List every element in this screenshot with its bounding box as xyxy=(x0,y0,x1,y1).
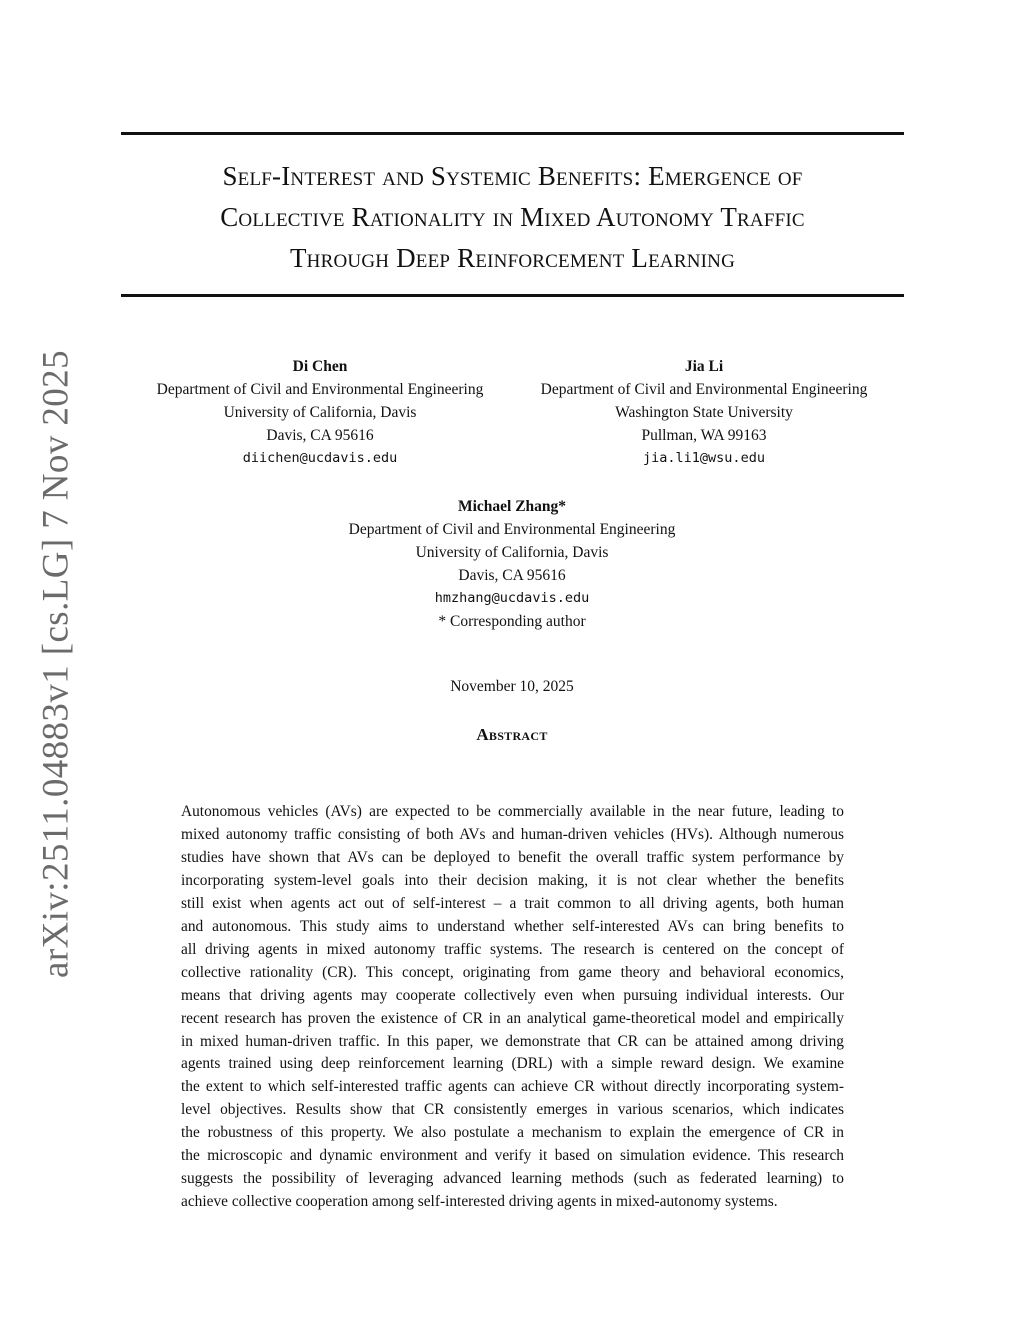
abstract-line: in mixed human-driven traffic. In this paper, we demonstrate that CR can be attained among driving xyxy=(181,1032,844,1050)
abstract-line: recent research has proven the existence of CR in an analytical game-theoretical model and empirically xyxy=(181,1009,844,1027)
abstract-line: incorporating system-level goals into their decision making, it is not clear whether the benefits xyxy=(181,871,844,889)
abstract-line: means that driving agents may cooperate collectively even when pursuing individual interests. Our xyxy=(181,986,844,1004)
corresponding-author-note: * Corresponding author xyxy=(438,613,586,630)
abstract-line: the extent to which self-interested traffic agents can achieve CR without directly incorporating system- xyxy=(181,1078,844,1096)
abstract-line: agents trained using deep reinforcement learning (DRL) with a simple reward design. We examine xyxy=(181,1055,844,1073)
abstract-line: studies have shown that AVs can be deployed to benefit the overall traffic system performance by xyxy=(181,848,844,866)
abstract-line: still exist when agents act out of self-interest – a trait common to all driving agents, both human xyxy=(181,894,844,912)
author-email[interactable]: diichen@ucdavis.edu xyxy=(242,450,398,466)
author-name: Jia Li xyxy=(684,358,724,375)
author-location: Davis, CA 95616 xyxy=(458,567,566,584)
title-line: Through Deep Reinforcement Learning xyxy=(289,243,735,273)
author-email[interactable]: jia.li1@wsu.edu xyxy=(643,450,765,466)
abstract-heading: Abstract xyxy=(476,725,548,744)
author-block-jia-li xyxy=(514,355,894,470)
author-location: Davis, CA 95616 xyxy=(266,427,374,444)
author-name: Di Chen xyxy=(292,358,348,375)
abstract-line: and autonomous. This study aims to understand whether self-interested AVs can bring benefits to xyxy=(181,917,844,935)
author-location: Pullman, WA 99163 xyxy=(641,427,767,444)
abstract-line: the robustness of this property. We also postulate a mechanism to explain the emergence of CR in xyxy=(181,1124,844,1142)
abstract-line: suggests the possibility of leveraging advanced learning methods (such as federated learning) to xyxy=(181,1170,844,1188)
author-name: Michael Zhang* xyxy=(457,498,567,515)
author-block-di-chen xyxy=(130,355,510,470)
author-institution: Washington State University xyxy=(615,404,793,421)
abstract-line: level objectives. Results show that CR consistently emerges in various scenarios, which indicates xyxy=(181,1101,844,1119)
title-bottom-rule xyxy=(121,294,904,297)
abstract-line: all driving agents in mixed autonomy traffic systems. The research is centered on the concept of xyxy=(181,940,844,958)
author-institution: University of California, Davis xyxy=(223,404,417,421)
title-line: Collective Rationality in Mixed Autonomy Traffic xyxy=(220,202,805,232)
abstract-line: the microscopic and dynamic environment and verify it based on simulation evidence. This research xyxy=(181,1147,844,1165)
author-block-michael-zhang xyxy=(262,495,762,633)
arxiv-identifier-stamp: arXiv:2511.04883v1 [cs.LG] 7 Nov 2025 xyxy=(35,350,77,978)
abstract-line: mixed autonomy traffic consisting of both AVs and human-driven vehicles (HVs). Although numerous xyxy=(181,825,844,843)
publication-date: November 10, 2025 xyxy=(450,678,574,695)
author-institution: University of California, Davis xyxy=(415,544,609,561)
author-department: Department of Civil and Environmental Engineering xyxy=(348,521,676,538)
abstract-line: Autonomous vehicles (AVs) are expected to be commercially available in the near future, leading to xyxy=(181,803,844,820)
title-line: Self-Interest and Systemic Benefits: Emergence of xyxy=(222,161,803,191)
abstract-line: achieve collective cooperation among self-interested driving agents in mixed-autonomy systems. xyxy=(181,1193,778,1211)
author-email[interactable]: hmzhang@ucdavis.edu xyxy=(434,590,590,606)
author-department: Department of Civil and Environmental Engineering xyxy=(156,381,484,398)
abstract-line: collective rationality (CR). This concept, originating from game theory and behavioral economics, xyxy=(181,963,844,981)
title-top-rule xyxy=(121,132,904,135)
paper-title xyxy=(121,156,904,279)
abstract-body xyxy=(181,801,844,1214)
author-department: Department of Civil and Environmental Engineering xyxy=(540,381,868,398)
